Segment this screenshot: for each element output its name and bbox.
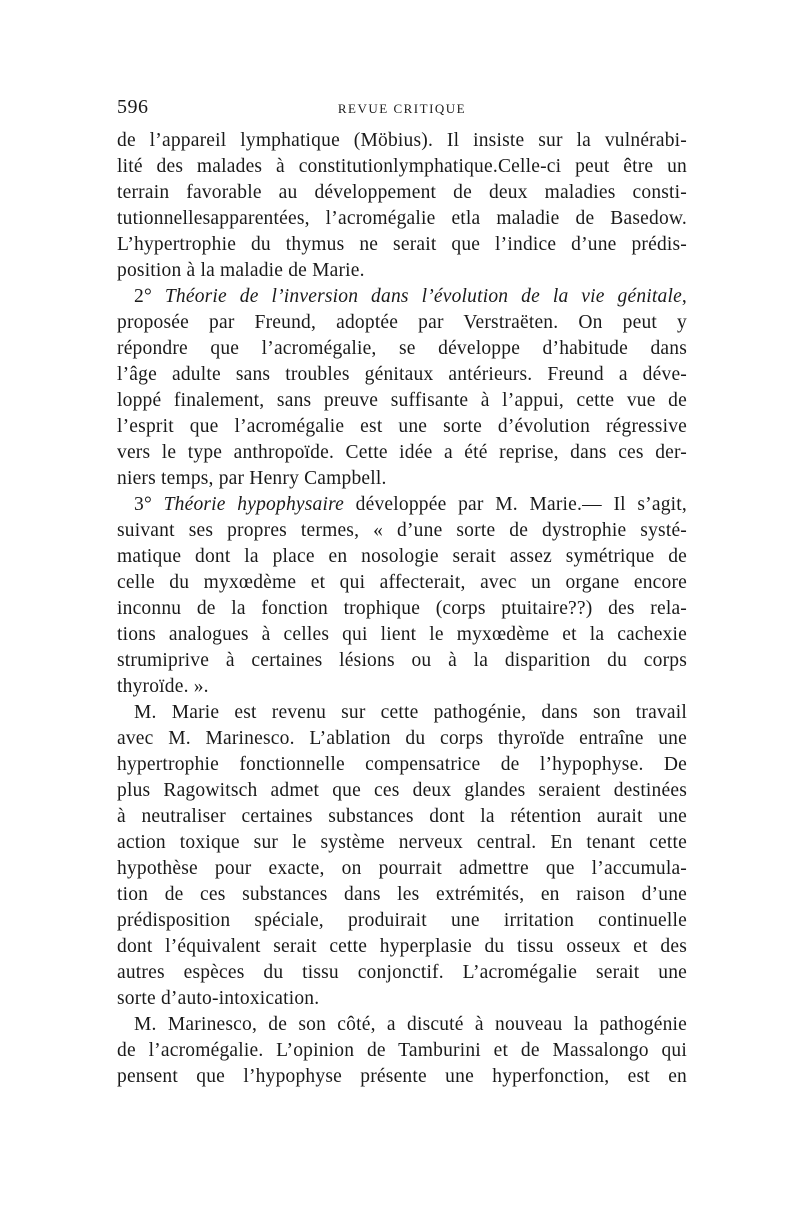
- text-line: suivant ses propres termes, « d’une sorte de dystrophie systé-: [117, 520, 687, 541]
- text-line: avec M. Marinesco. L’ablation du corps thyroïde entraîne une: [117, 728, 687, 749]
- text-line: M. Marie est revenu sur cette pathogénie, dans son travail: [134, 702, 687, 723]
- section-number: 2°: [134, 286, 152, 307]
- text-line: hypertrophie fonctionnelle compensatrice de l’hypophyse. De: [117, 754, 687, 775]
- text-line: dont l’équivalent serait cette hyperplasie du tissu osseux et des: [117, 936, 687, 957]
- text-line: L’hypertrophie du thymus ne serait que l’indice d’une prédis-: [117, 234, 687, 255]
- text-line: répondre que l’acromégalie, se développe d’habitude dans: [117, 338, 687, 359]
- body-text: [117, 128, 687, 1090]
- text-line: pensent que l’hypophyse présente une hyperfonction, est en: [117, 1066, 687, 1087]
- text-line: proposée par Freund, adoptée par Verstraëten. On peut y: [117, 312, 687, 333]
- text-line: thyroïde. ».: [117, 676, 209, 697]
- text-line: matique dont la place en nosologie serait assez symétrique de: [117, 546, 687, 567]
- text-line: plus Ragowitsch admet que ces deux glandes seraient destinées: [117, 780, 687, 801]
- text-line: à neutraliser certaines substances dont la rétention aurait une: [117, 806, 687, 827]
- text-line: hypothèse pour exacte, on pourrait admettre que l’accumula-: [117, 858, 687, 879]
- text-line: de l’acromégalie. L’opinion de Tamburini et de Massalongo qui: [117, 1040, 687, 1061]
- page-number: 596: [117, 96, 149, 118]
- section-heading-line: [117, 492, 687, 518]
- text-line: action toxique sur le système nerveux central. En tenant cette: [117, 832, 687, 853]
- section-title: Théorie de l’inversion dans l’évolution de la vie génitale: [164, 286, 682, 307]
- text-line: l’âge adulte sans troubles génitaux antérieurs. Freund a déve-: [117, 364, 687, 385]
- text-line: loppé finalement, sans preuve suffisante à l’appui, cette vue de: [117, 390, 687, 411]
- section-heading-rest: développée par M. Marie.— Il s’agit,: [344, 494, 687, 515]
- text-line: niers temps, par Henry Campbell.: [117, 468, 387, 489]
- text-line: lité des malades à constitutionlymphatique.Celle-ci peut être un: [117, 156, 687, 177]
- section-heading-line: [117, 284, 687, 310]
- text-line: tion de ces substances dans les extrémités, en raison d’une: [117, 884, 687, 905]
- text-line: celle du myxœdème et qui affecterait, avec un organe encore: [117, 572, 687, 593]
- text-line: inconnu de la fonction trophique (corps ptuitaire??) des rela-: [117, 598, 687, 619]
- page-header: [117, 96, 687, 122]
- text-line: M. Marinesco, de son côté, a discuté à nouveau la pathogénie: [134, 1014, 687, 1035]
- text-line: tions analogues à celles qui lient le myxœdème et la cachexie: [117, 624, 687, 645]
- text-line: terrain favorable au développement de deux maladies consti-: [117, 182, 687, 203]
- section-title: Théorie hypophysaire: [163, 494, 345, 515]
- text-line: autres espèces du tissu conjonctif. L’acromégalie serait une: [117, 962, 687, 983]
- text-line: strumiprive à certaines lésions ou à la disparition du corps: [117, 650, 687, 671]
- section-heading-rest: ,: [681, 286, 687, 307]
- text-line: position à la maladie de Marie.: [117, 260, 365, 281]
- text-line: vers le type anthropoïde. Cette idée a été reprise, dans ces der-: [117, 442, 687, 463]
- section-number: 3°: [134, 494, 152, 515]
- text-line: tutionnellesapparentées, l’acromégalie etla maladie de Basedow.: [117, 208, 687, 229]
- text-line: prédisposition spéciale, produirait une irritation continuelle: [117, 910, 687, 931]
- text-line: l’esprit que l’acromégalie est une sorte d’évolution régressive: [117, 416, 687, 437]
- text-line: sorte d’auto-intoxication.: [117, 988, 320, 1009]
- text-line: de l’appareil lymphatique (Möbius). Il insiste sur la vulnérabi-: [117, 130, 687, 151]
- running-head: REVUE CRITIQUE: [337, 101, 467, 116]
